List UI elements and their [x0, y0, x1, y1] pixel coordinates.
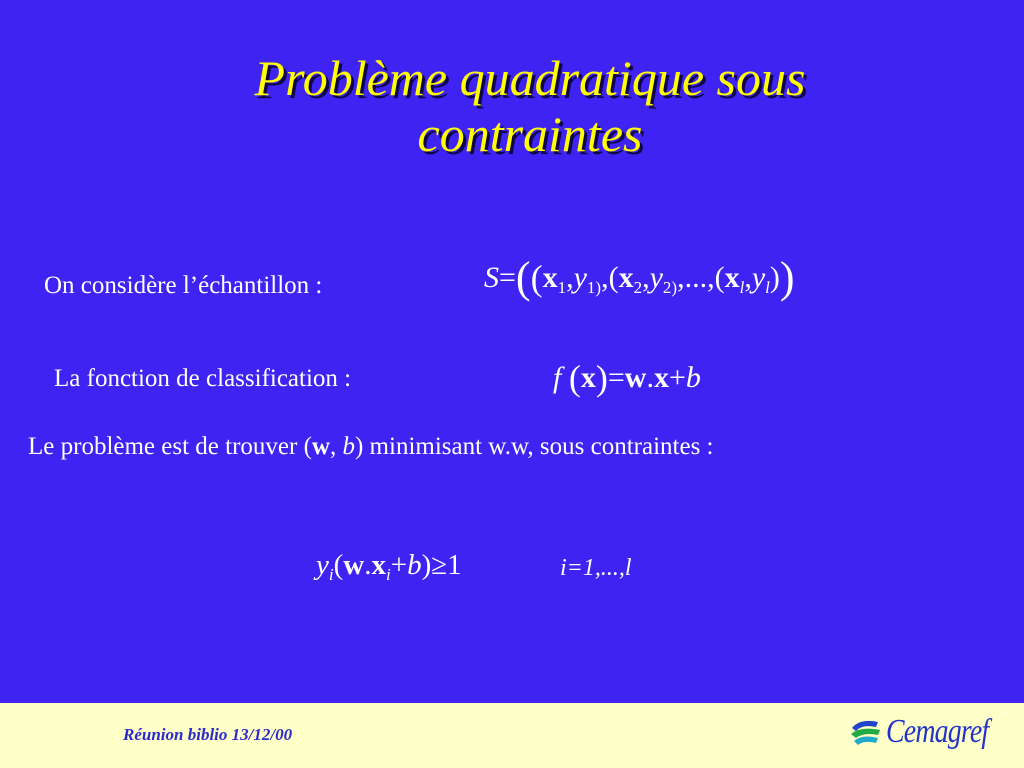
- logo-text: Cemagref: [886, 713, 989, 750]
- problem-suffix: ) minimisant w.w, sous contraintes :: [354, 433, 714, 460]
- sample-label: On considère l’échantillon :: [44, 272, 323, 299]
- classification-label: La fonction de classification :: [54, 365, 352, 392]
- cemagref-logo-icon: [848, 714, 884, 750]
- footer-band: [0, 703, 1024, 768]
- problem-prefix: Le problème est de trouver (: [28, 433, 312, 460]
- classification-formula: f (x)=w.x+b: [553, 358, 701, 398]
- slide-title: [130, 50, 930, 162]
- title-line-2: contraintes: [417, 106, 643, 162]
- problem-w: w: [311, 433, 330, 460]
- footer-date: Réunion biblio 13/12/00: [123, 725, 293, 744]
- sample-formula: $S=((x_1,y_{1)},(x_2,y_{2)},...,(x_l,y_l))$: [484, 253, 795, 302]
- problem-statement: [28, 433, 714, 461]
- problem-comma: ,: [329, 433, 343, 460]
- title-line-1: Problème quadratique sous: [254, 50, 806, 106]
- problem-b: b: [342, 433, 355, 460]
- constraint-range: i=1,...,l: [560, 555, 632, 581]
- cemagref-logo: [848, 706, 1011, 758]
- constraint-formula: $y_i(w.x_i+b)\ge 1$: [316, 549, 462, 584]
